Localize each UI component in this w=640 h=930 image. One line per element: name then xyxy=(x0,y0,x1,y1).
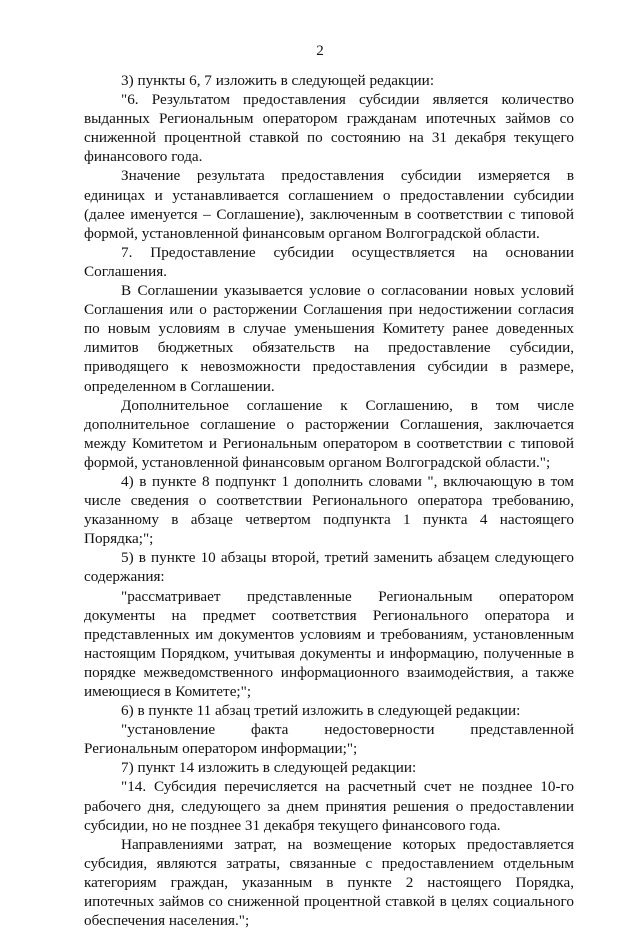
paragraph-item-3: 3) пункты 6, 7 изложить в следующей редакции: xyxy=(121,72,435,89)
paragraph-item-7: 7) пункт 14 изложить в следующей редакции: xyxy=(121,759,417,777)
paragraph-cost-directions: Направлениями затрат, на возмещение которых предоставляется субсидия, являются затраты, связанные с предоставлением отдельным категориям граждан, указанным в пункте 2 настоящего Порядка, ипотечных займов со сниженной процентной ставкой в целях социального обеспечения населения."; xyxy=(84,835,574,930)
paragraph-item-4: 4) в пункте 8 подпункт 1 дополнить словами ", включающую в том числе сведения о соответствии Регионального оператора требованию, указанному в абзаце четвертом подпункта 1 пункта 4 настоящего Порядка;"; xyxy=(84,472,574,548)
paragraph-item-6: 6) в пункте 11 абзац третий изложить в следующей редакции: xyxy=(121,702,521,720)
paragraph-point-7: 7. Предоставление субсидии осуществляется на основании Соглашения. xyxy=(84,243,574,280)
paragraph-agreement-conditions: В Соглашении указывается условие о согласовании новых условий Соглашения или о расторжении Соглашения при недостижении согласия по новым условиям в случае уменьшения Комитету ранее доведенных лимитов бюджетных обязательств на предоставление субсидии, приводящего к невозможности предоставления субсидии в размере, определенном в Соглашении. xyxy=(84,282,574,395)
document-body xyxy=(84,71,574,930)
paragraph-item-5: 5) в пункте 10 абзацы второй, третий заменить абзацем следующего содержания: xyxy=(84,549,574,586)
page-number: 2 xyxy=(316,43,324,59)
paragraph-additional-agreement: Дополнительное соглашение к Соглашению, в том числе дополнительное соглашение о расторжении Соглашения, заключается между Комитетом и Региональным оператором в соответствии с типовой формой, установленной финансовым органом Волгоградской области."; xyxy=(84,396,574,471)
paragraph-point-6-result: "6. Результатом предоставления субсидии является количество выданных Региональным оператором гражданам ипотечных займов со сниженной процентной ставкой по состоянию на 31 декабря текущего финансового года. xyxy=(84,91,574,166)
paragraph-item-5-text: "рассматривает представленные Региональным оператором документы на предмет соответствия Регионального оператора и представленных им документов условиям и требованиям, установленным настоящим Порядком, учитывая документы и информацию, полученные в порядке межведомственного информационного взаимодействия, а также имеющиеся в Комитете;"; xyxy=(84,587,574,700)
paragraph-point-14: "14. Субсидия перечисляется на расчетный счет не позднее 10-го рабочего дня, следующего за днем принятия решения о предоставлении субсидии, но не позднее 31 декабря текущего финансового года. xyxy=(84,778,574,834)
paragraph-item-6-text: "установление факта недостоверности представленной Региональным оператором информации;"; xyxy=(84,721,574,758)
paragraph-result-measurement: Значение результата предоставления субсидии измеряется в единицах и устанавливается соглашением о предоставлении субсидии (далее именуется – Соглашение), заключенным в соответствии с типовой формой, установленной финансовым органом Волгоградской области. xyxy=(84,167,574,242)
